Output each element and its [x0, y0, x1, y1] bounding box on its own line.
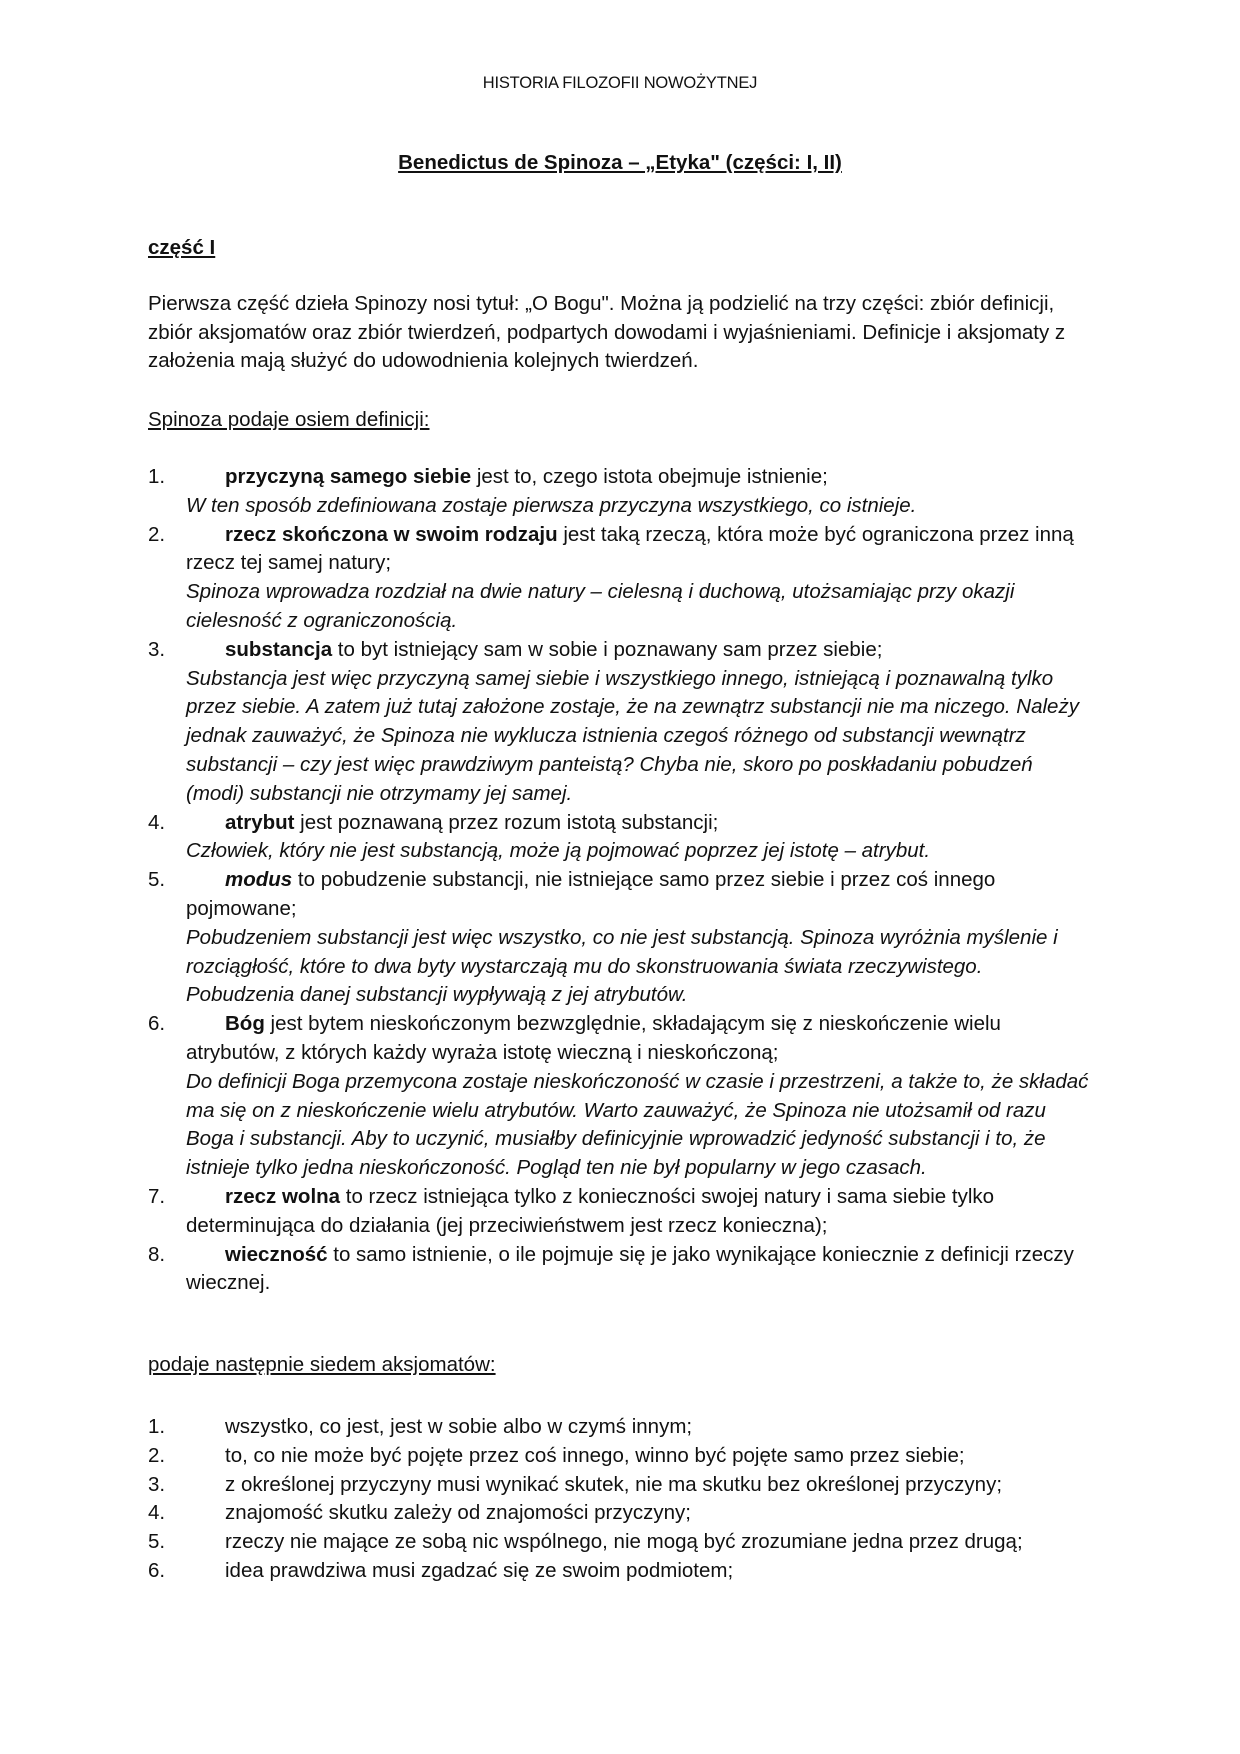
definition-commentary: ma się on z nieskończenie wielu atrybutów. Warto zauważyć, że Spinoza nie utożsamił od razu — [186, 1098, 1046, 1122]
definition-first-line — [186, 866, 1098, 895]
axiom-item — [148, 1528, 1098, 1557]
definition-commentary: (modi) substancji nie otrzymamy jej samej. — [186, 781, 573, 805]
definition-item — [148, 809, 1098, 867]
definition-item — [148, 866, 1098, 1010]
definition-continuation: pojmowane; — [186, 896, 297, 920]
axiom-item — [148, 1442, 1098, 1471]
definition-term: rzecz wolna — [225, 1184, 341, 1208]
definition-first-line — [186, 463, 1098, 492]
section-heading: część I — [148, 236, 216, 259]
definition-term: modus — [225, 868, 293, 892]
axiom-text: idea prawdziwa musi zgadzać się ze swoim podmiotem; — [225, 1558, 734, 1582]
definition-commentary: rozciągłość, które to dwa byty wystarczają mu do skonstruowania świata rzeczywistego. — [186, 954, 983, 978]
definition-continuation: wiecznej. — [186, 1271, 271, 1295]
definition-commentary: substancji – czy jest więc prawdziwym panteistą? Chyba nie, skoro po poskładaniu pobudzeń — [186, 752, 1033, 776]
axiom-number: 4. — [148, 1501, 166, 1525]
axiom-text: znajomość skutku zależy od znajomości przyczyny; — [225, 1501, 691, 1525]
definition-text: jest taką rzeczą, która może być ograniczona przez inną — [557, 522, 1074, 546]
definition-number: 4. — [148, 810, 166, 834]
definition-text: to samo istnienie, o ile pojmuje się je jako wynikające koniecznie z definicji rzeczy — [327, 1242, 1074, 1266]
definition-term: Bóg — [225, 1012, 265, 1036]
definition-text: jest to, czego istota obejmuje istnienie; — [471, 465, 828, 488]
definition-number: 7. — [148, 1184, 166, 1208]
axiom-text: z określonej przyczyny musi wynikać skutek, nie ma skutku bez określonej przyczyny; — [225, 1472, 1003, 1496]
definition-item — [148, 636, 1098, 809]
definition-commentary: jednak zauważyć, że Spinoza nie wyklucza istnienia czegoś różnego od substancji wewnątrz — [186, 724, 1026, 748]
definition-term: rzecz skończona w swoim rodzaju — [225, 522, 558, 546]
definition-number: 2. — [148, 522, 166, 546]
definitions-heading: Spinoza podaje osiem definicji: — [148, 408, 430, 431]
definition-commentary: W ten sposób zdefiniowana zostaje pierwsza przyczyna wszystkiego, co istnieje. — [186, 493, 917, 517]
definition-commentary: przez siebie. A zatem już tutaj założone zostaje, że na zewnątrz substancji nie ma niczego. Należy — [186, 695, 1079, 719]
axiom-number: 1. — [148, 1415, 166, 1438]
axiom-text: rzeczy nie mające ze sobą nic wspólnego, nie mogą być zrozumiane jedna przez drugą; — [225, 1530, 1023, 1554]
definition-commentary: Boga i substancji. Aby to uczynić, musiałby definicyjnie wprowadzić jedyność substancji i to, że — [186, 1127, 1046, 1151]
running-header: HISTORIA FILOZOFII NOWOŻYTNEJ — [482, 74, 758, 92]
definition-text: jest bytem nieskończonym bezwzględnie, składającym się z nieskończenie wielu — [264, 1012, 1001, 1036]
intro-paragraph — [148, 290, 1078, 376]
definition-number: 1. — [148, 465, 166, 488]
definition-term: atrybut — [225, 810, 295, 834]
definition-first-line — [186, 1183, 1098, 1212]
definition-term: przyczyną samego siebie — [225, 465, 472, 488]
axiom-text: to, co nie może być pojęte przez coś innego, winno być pojęte samo przez siebie; — [225, 1443, 965, 1467]
definition-first-line — [186, 809, 1098, 838]
axiom-number: 5. — [148, 1530, 166, 1554]
definition-text: to byt istniejący sam w sobie i poznawany sam przez siebie; — [332, 637, 883, 661]
definition-number: 6. — [148, 1012, 166, 1036]
definition-continuation: rzecz tej samej natury; — [186, 551, 392, 575]
axiom-item — [148, 1413, 1098, 1442]
intro-line: założenia mają służyć do udowodnienia kolejnych twierdzeń. — [148, 349, 699, 373]
definition-commentary: Substancja jest więc przyczyną samej siebie i wszystkiego innego, istniejącą i poznawalną tylko — [186, 666, 1054, 690]
definition-first-line — [186, 1010, 1098, 1039]
definition-commentary: Pobudzeniem substancji jest więc wszystko, co nie jest substancją. Spinoza wyróżnia myślenie i — [186, 925, 1058, 949]
definition-commentary: Do definicji Boga przemycona zostaje nieskończoność w czasie i przestrzeni, a także to, że składać — [186, 1069, 1089, 1093]
axiom-number: 3. — [148, 1472, 166, 1496]
definition-number: 5. — [148, 868, 166, 892]
definition-first-line — [186, 636, 1098, 665]
definition-item — [148, 1010, 1098, 1183]
axiom-item — [148, 1557, 1098, 1586]
axiom-item — [148, 1499, 1098, 1528]
axiom-number: 2. — [148, 1443, 166, 1467]
definition-item — [148, 1183, 1098, 1241]
definition-commentary: cielesność z ograniczonością. — [186, 608, 458, 632]
axioms-heading: podaje następnie siedem aksjomatów: — [148, 1353, 496, 1376]
axiom-number: 6. — [148, 1558, 166, 1582]
document-title: Benedictus de Spinoza – „Etyka" (części: I, II) — [398, 151, 842, 174]
definition-first-line — [186, 521, 1098, 550]
axiom-item — [148, 1471, 1098, 1500]
axioms-list — [148, 1413, 1098, 1586]
definitions-list — [148, 463, 1098, 1298]
definition-number: 8. — [148, 1242, 166, 1266]
definition-commentary: istnieje tylko jedna nieskończoność. Pogląd ten nie był popularny w jego czasach. — [186, 1156, 927, 1180]
definition-number: 3. — [148, 637, 166, 661]
definition-commentary: Człowiek, który nie jest substancją, może ją pojmować poprzez jej istotę – atrybut. — [186, 839, 931, 863]
axiom-text: wszystko, co jest, jest w sobie albo w czymś innym; — [225, 1415, 693, 1438]
definition-item — [148, 1241, 1098, 1299]
definition-item — [148, 521, 1098, 636]
definition-continuation: atrybutów, z których każdy wyraża istotę wieczną i nieskończoną; — [186, 1040, 779, 1064]
definition-text: to pobudzenie substancji, nie istniejące samo przez siebie i przez coś innego — [292, 868, 996, 892]
definition-continuation: determinująca do działania (jej przeciwieństwem jest rzecz konieczna); — [186, 1213, 828, 1237]
definition-first-line — [186, 1241, 1098, 1270]
definition-term: wieczność — [225, 1242, 328, 1266]
definition-text: jest poznawaną przez rozum istotą substancji; — [294, 810, 719, 834]
definition-text: to rzecz istniejąca tylko z konieczności swojej natury i sama siebie tylko — [340, 1184, 995, 1208]
definition-term: substancja — [225, 637, 333, 661]
definition-item — [148, 463, 1098, 521]
definition-commentary: Pobudzenia danej substancji wypływają z jej atrybutów. — [186, 983, 688, 1007]
definition-commentary: Spinoza wprowadza rozdział na dwie natury – cielesną i duchową, utożsamiając przy okazji — [186, 580, 1015, 604]
intro-line: Pierwsza część dzieła Spinozy nosi tytuł: „O Bogu". Można ją podzielić na trzy części: zbiór definicji, — [148, 292, 1055, 315]
intro-line: zbiór aksjomatów oraz zbiór twierdzeń, podpartych dowodami i wyjaśnieniami. Definicje i aksjomaty z — [148, 320, 1066, 344]
